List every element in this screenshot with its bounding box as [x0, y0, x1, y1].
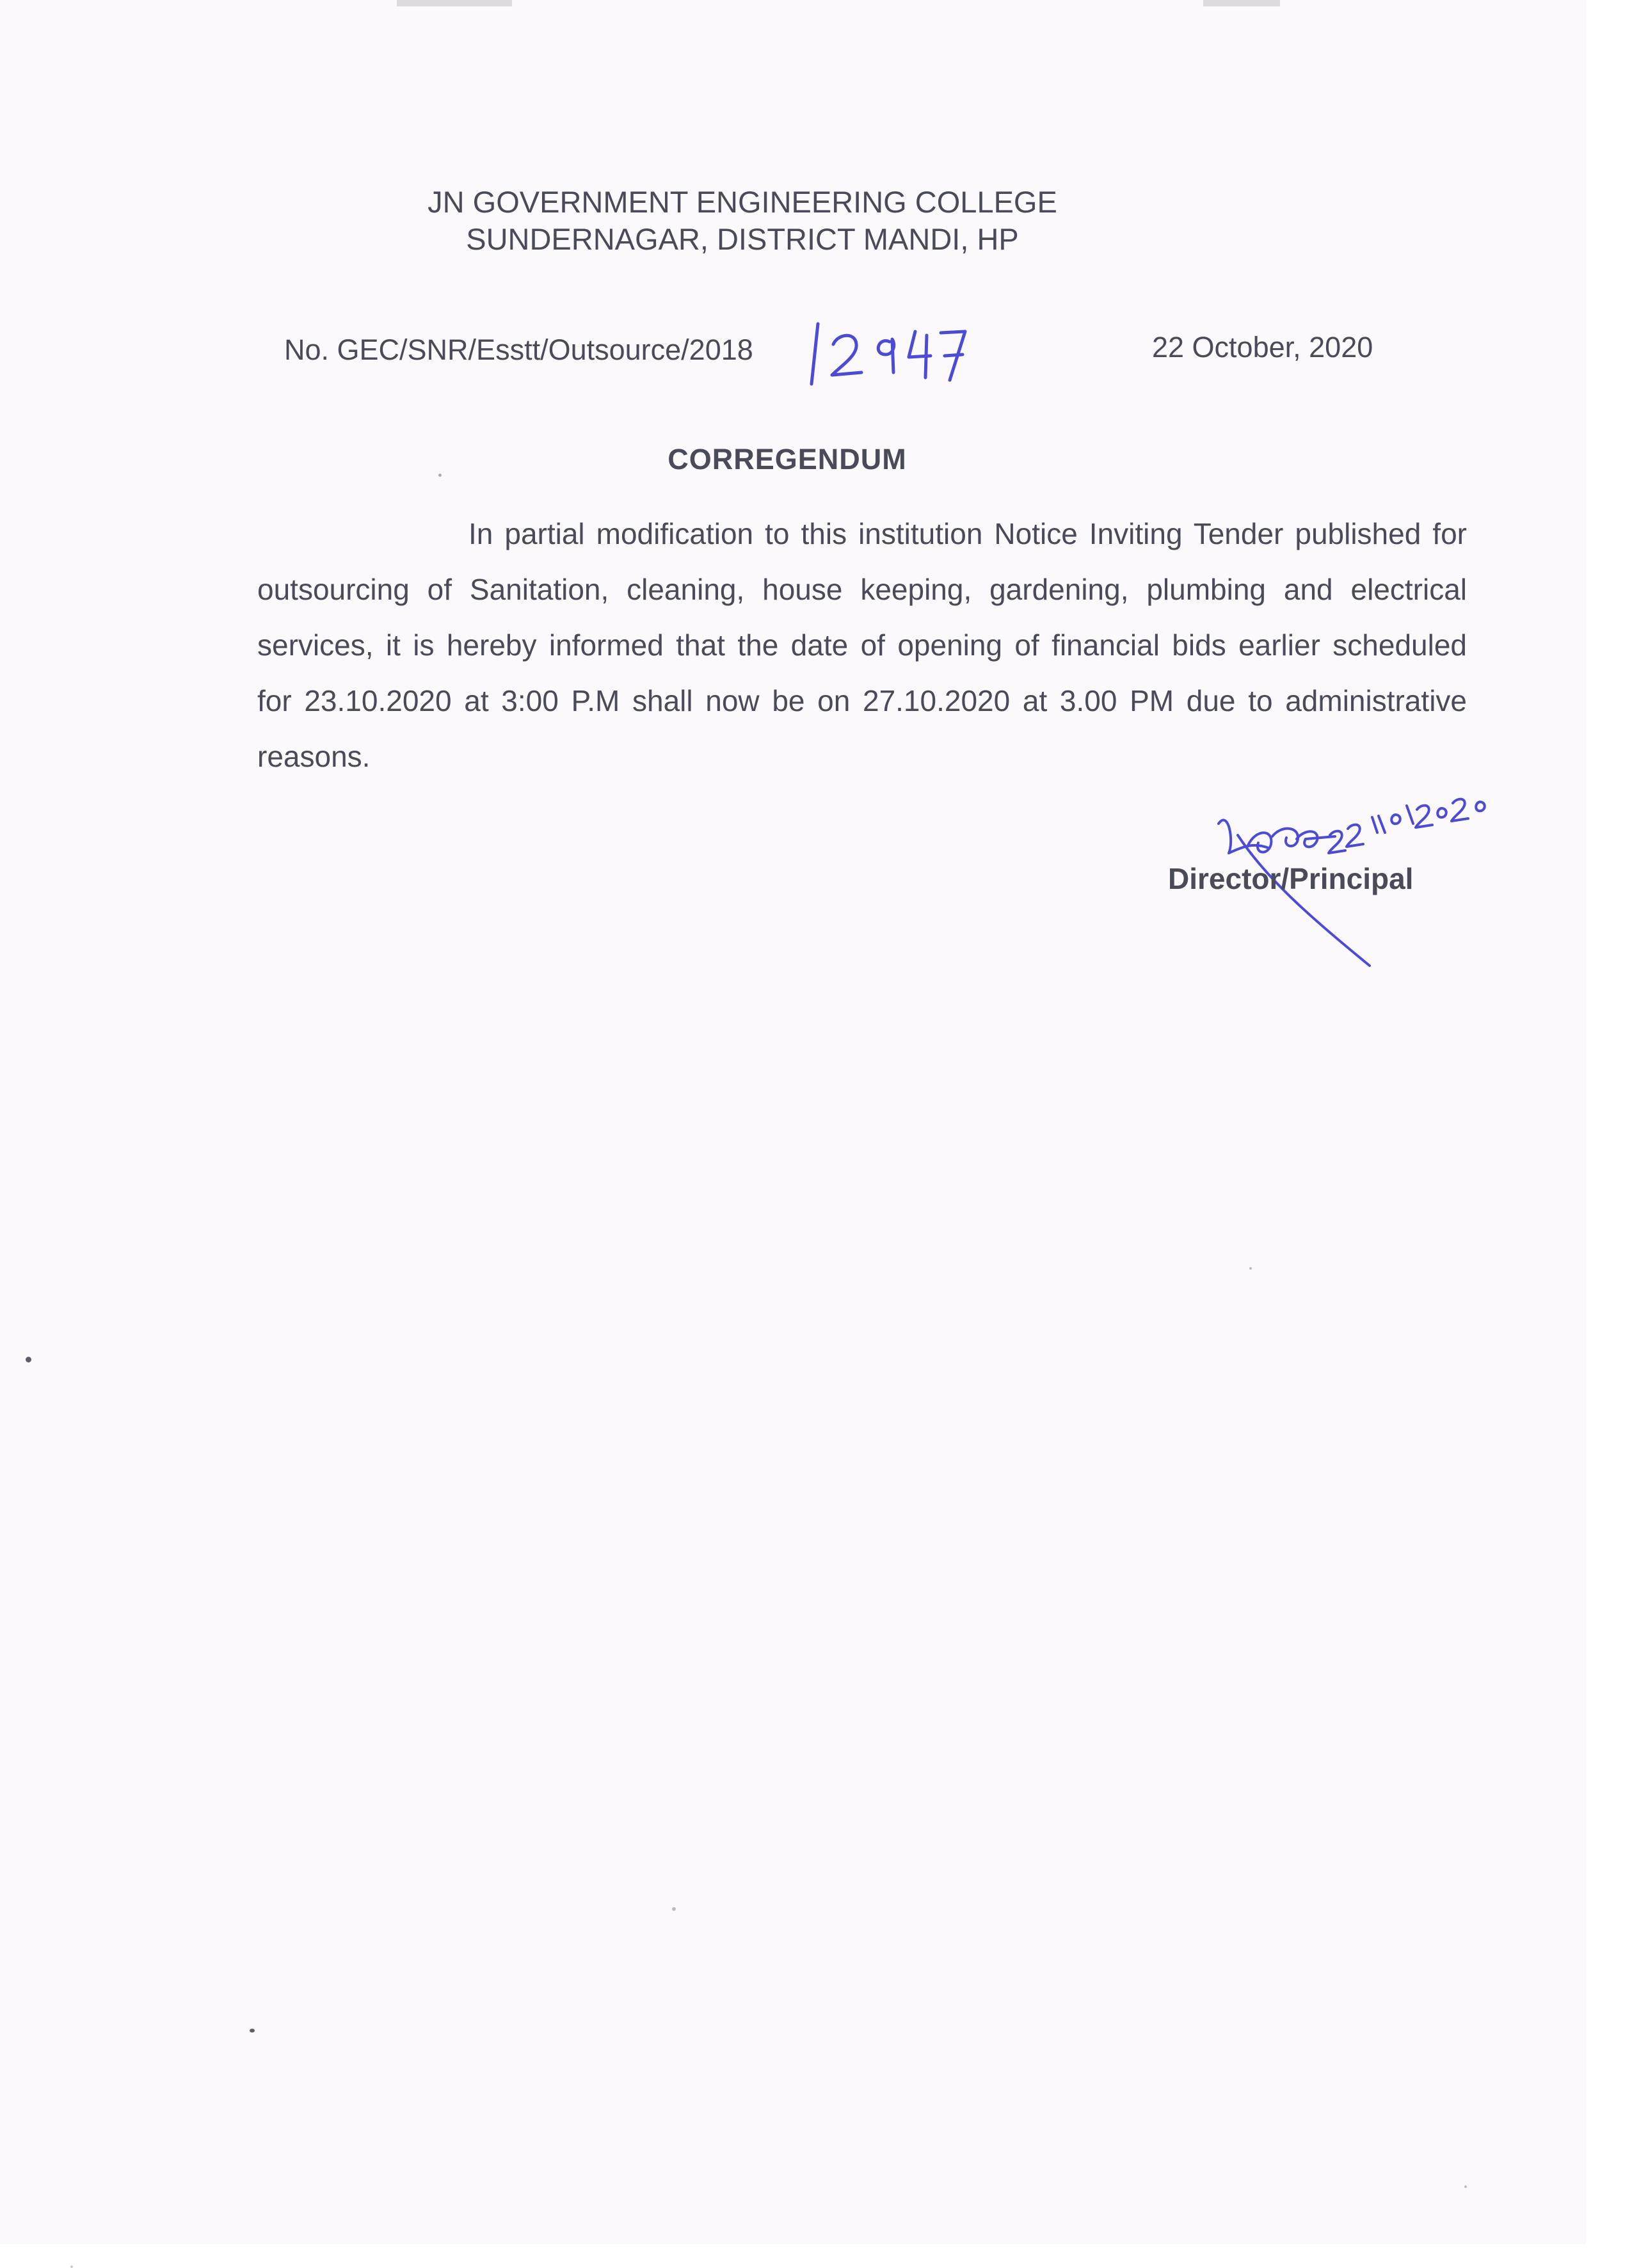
scan-speck: [438, 474, 442, 477]
scan-speck: [70, 2265, 73, 2268]
scan-speck: [1249, 1267, 1252, 1270]
institution-name: JN GOVERNMENT ENGINEERING COLLEGE: [428, 185, 1057, 219]
scan-margin: [1586, 0, 1632, 2244]
scan-speck: [672, 1907, 676, 1911]
signatory-designation: Director/Principal: [1168, 862, 1414, 895]
institution-address: SUNDERNAGAR, DISTRICT MANDI, HP: [466, 222, 1019, 256]
corrigendum-body: In partial modification to this institution Notice Inviting Tender published for outsourcing of Sanitation, cleaning, house keeping, gardening, plumbing and electrical services, it is hereby informed that the date of opening of financial bids earlier scheduled for 23.10.2020 at 3:00 P.M shall now be on 27.10.2020 at 3.00 PM due to administrative reasons.: [257, 517, 1467, 773]
scan-speck: [250, 2029, 255, 2032]
scan-speck: [1464, 2185, 1467, 2188]
scan-artifact: [1203, 0, 1280, 6]
handwritten-reference-number: [808, 314, 974, 397]
reference-number: No. GEC/SNR/Esstt/Outsource/2018: [284, 333, 753, 366]
scan-speck: [26, 1357, 31, 1362]
scan-artifact: [397, 0, 512, 6]
document-date: 22 October, 2020: [1152, 331, 1373, 363]
document-title: CORREGENDUM: [668, 443, 907, 475]
